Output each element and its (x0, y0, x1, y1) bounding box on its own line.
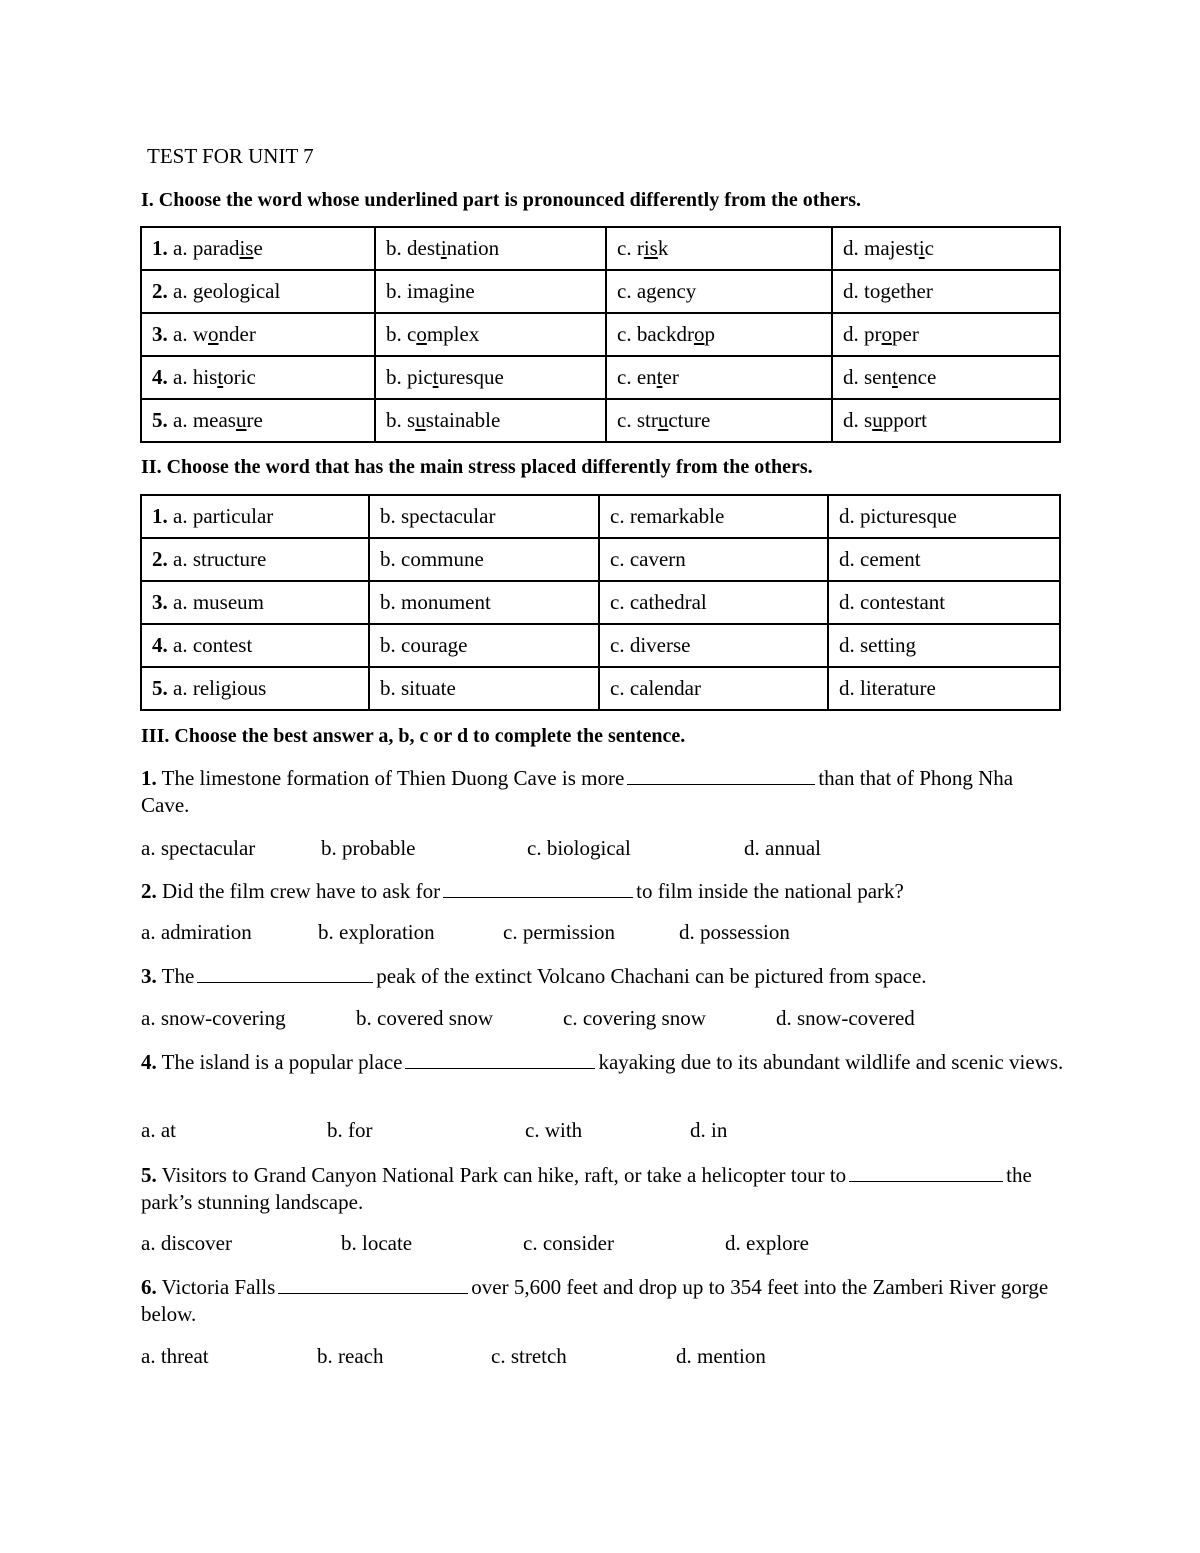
question-number: 2. (141, 879, 157, 903)
item-number: 5. (152, 408, 168, 432)
answer-blank (849, 1163, 1003, 1182)
option-text: c. en (617, 365, 657, 389)
option-text: pport (882, 408, 928, 432)
option-text: d. pr (843, 322, 882, 346)
option-text: a. particular (173, 504, 274, 528)
option-text: c. calendar (610, 676, 701, 700)
question (141, 878, 1066, 905)
question-text: Victoria Falls (156, 1275, 276, 1299)
underlined-part: g (438, 279, 449, 303)
option-text: k (657, 236, 669, 260)
underlined-part: o (693, 322, 705, 346)
option-text: uresque (438, 365, 504, 389)
underlined-part: u (235, 408, 247, 432)
underlined-part: is (239, 236, 254, 260)
option-cell (606, 227, 832, 270)
option-cell (828, 538, 1060, 581)
option-cell (141, 227, 375, 270)
answer-option: c. biological (527, 836, 631, 860)
option-cell (141, 581, 369, 624)
answer-blank (405, 1050, 595, 1069)
option-cell (828, 495, 1060, 538)
option-text: a. contest (173, 633, 253, 657)
option-text: c. remarkable (610, 504, 725, 528)
option-cell (141, 399, 375, 442)
table-row (141, 313, 1060, 356)
answer-option: a. snow-covering (141, 1006, 286, 1030)
answer-option: a. discover (141, 1231, 232, 1255)
option-text: a. structure (173, 547, 267, 571)
question (141, 1162, 1066, 1216)
option-cell (141, 538, 369, 581)
item-number: 1. (152, 236, 168, 260)
option-cell (606, 270, 832, 313)
underlined-part: t (432, 365, 439, 389)
answer-option: a. spectacular (141, 836, 256, 860)
answer-options (141, 1008, 1066, 1032)
answer-options (141, 1120, 1066, 1144)
answer-option: c. stretch (491, 1344, 567, 1368)
option-text: re (246, 408, 263, 432)
option-text: per (892, 322, 919, 346)
option-text: b. spectacular (380, 504, 496, 528)
question-text: Did the film crew have to ask for (156, 879, 441, 903)
answer-option: d. mention (676, 1344, 766, 1368)
table-row (141, 356, 1060, 399)
answer-option: b. reach (317, 1344, 384, 1368)
answer-option: b. for (327, 1118, 373, 1142)
answer-option: d. in (690, 1118, 728, 1142)
question-text: The island is a popular place (156, 1050, 403, 1074)
option-cell (832, 399, 1060, 442)
answer-options (141, 922, 1066, 946)
option-text: c. str (617, 408, 658, 432)
answer-option: a. at (141, 1118, 176, 1142)
option-cell (599, 667, 828, 710)
option-text: cture (668, 408, 711, 432)
underlined-part: t (217, 365, 224, 389)
answer-option: c. with (525, 1118, 583, 1142)
option-text: b. situate (380, 676, 456, 700)
option-text: d. s (843, 408, 873, 432)
option-cell (369, 495, 599, 538)
answer-options (141, 1233, 1066, 1257)
underlined-part: o (416, 322, 427, 346)
question-text: over 5,600 feet and drop up to 354 feet into the Zamberi River gorge below. (141, 1275, 1049, 1326)
answer-option: d. annual (744, 836, 821, 860)
question-number: 3. (141, 964, 157, 988)
option-text: c. cathedral (610, 590, 707, 614)
option-text: c. r (617, 236, 644, 260)
table-row (141, 495, 1060, 538)
option-cell (375, 356, 606, 399)
underlined-part: u (657, 408, 669, 432)
answer-option: b. exploration (318, 920, 435, 944)
option-cell (832, 227, 1060, 270)
option-text: ency (656, 279, 697, 303)
option-cell (599, 581, 828, 624)
option-text: c. backdr (617, 322, 694, 346)
option-text: b. dest (386, 236, 441, 260)
answer-option: a. admiration (141, 920, 252, 944)
question-number: 6. (141, 1275, 157, 1299)
option-text: a. religious (173, 676, 267, 700)
answer-option: a. threat (141, 1344, 209, 1368)
option-text: oric (223, 365, 256, 389)
table-row (141, 399, 1060, 442)
option-text: ine (449, 279, 475, 303)
answer-blank (278, 1275, 468, 1294)
question-text: The limestone formation of Thien Duong Cave is more (156, 766, 625, 790)
stress-table (140, 494, 1061, 711)
option-cell (369, 538, 599, 581)
answer-option: b. locate (341, 1231, 413, 1255)
underlined-part: i (918, 236, 925, 260)
option-text: p (704, 322, 715, 346)
option-text: d. cement (839, 547, 921, 571)
underlined-part: g (646, 279, 657, 303)
option-text: b. courage (380, 633, 468, 657)
option-cell (606, 313, 832, 356)
option-cell (832, 356, 1060, 399)
table-row (141, 538, 1060, 581)
option-cell (832, 270, 1060, 313)
option-text: b. commune (380, 547, 484, 571)
answer-blank (627, 766, 815, 785)
item-number: 3. (152, 322, 168, 346)
answer-option: c. consider (523, 1231, 614, 1255)
option-cell (141, 313, 375, 356)
option-text: a. (173, 279, 193, 303)
table-row (141, 270, 1060, 313)
answer-option: d. explore (725, 1231, 809, 1255)
underlined-part: u (872, 408, 883, 432)
question (141, 963, 1066, 990)
question-number: 4. (141, 1050, 157, 1074)
underlined-part: o (881, 322, 892, 346)
answer-options (141, 838, 1066, 862)
option-cell (375, 399, 606, 442)
option-cell (369, 581, 599, 624)
option-cell (375, 227, 606, 270)
underlined-part: i (440, 236, 447, 260)
option-text: nder (218, 322, 256, 346)
option-text: mplex (426, 322, 480, 346)
answer-option: c. covering snow (563, 1006, 706, 1030)
option-text: d. literature (839, 676, 936, 700)
section-3-heading: III. Choose the best answer a, b, c or d to complete the sentence. (141, 725, 686, 747)
option-text: a. w (173, 322, 208, 346)
question-text: Visitors to Grand Canyon National Park can hike, raft, or take a helicopter tour to (156, 1163, 847, 1187)
option-text: d. sen (843, 365, 892, 389)
option-text: b. c (386, 322, 417, 346)
option-text: b. pic (386, 365, 433, 389)
option-text: c. cavern (610, 547, 686, 571)
option-cell (141, 624, 369, 667)
item-number: 5. (152, 676, 168, 700)
question (141, 765, 1066, 819)
answer-blank (443, 879, 633, 898)
option-text: a. museum (173, 590, 264, 614)
question-number: 1. (141, 766, 157, 790)
option-text: d. contestant (839, 590, 946, 614)
answer-option: b. covered snow (356, 1006, 494, 1030)
underlined-part: t (892, 365, 898, 389)
option-cell (375, 313, 606, 356)
answer-option: d. snow-covered (776, 1006, 915, 1030)
question (141, 1049, 1066, 1076)
question-text: to film inside the national park? (636, 879, 904, 903)
option-cell (828, 624, 1060, 667)
underlined-part: g (192, 279, 204, 303)
option-cell (599, 624, 828, 667)
option-cell (369, 624, 599, 667)
option-cell (599, 538, 828, 581)
option-text: a. parad (173, 236, 240, 260)
option-cell (828, 667, 1060, 710)
question-text: the park’s stunning landscape. (141, 1163, 1032, 1214)
option-cell (141, 356, 375, 399)
option-text: a. meas (173, 408, 236, 432)
page-title: TEST FOR UNIT 7 (147, 144, 314, 168)
question (141, 1274, 1066, 1328)
option-text: d. to (843, 279, 881, 303)
option-cell (375, 270, 606, 313)
item-number: 4. (152, 633, 168, 657)
underlined-part: is (643, 236, 658, 260)
item-number: 2. (152, 547, 168, 571)
option-text: b. monument (380, 590, 491, 614)
option-cell (832, 313, 1060, 356)
table-row (141, 581, 1060, 624)
option-text: b. s (386, 408, 416, 432)
option-cell (141, 495, 369, 538)
underlined-part: o (208, 322, 219, 346)
table-row (141, 667, 1060, 710)
option-text: nation (446, 236, 500, 260)
option-text: b. ima (386, 279, 439, 303)
option-text: d. picturesque (839, 504, 957, 528)
option-cell (828, 581, 1060, 624)
section-1-heading: I. Choose the word whose underlined part is pronounced differently from the others. (141, 189, 862, 211)
option-cell (141, 667, 369, 710)
option-text: a. his (173, 365, 218, 389)
answer-option: b. probable (321, 836, 416, 860)
item-number: 3. (152, 590, 168, 614)
option-text: eological (203, 279, 281, 303)
option-cell (141, 270, 375, 313)
option-text: er (662, 365, 679, 389)
item-number: 2. (152, 279, 168, 303)
option-text: c. a (617, 279, 647, 303)
option-text: d. majest (843, 236, 919, 260)
section-2-heading: II. Choose the word that has the main stress placed differently from the others. (141, 456, 813, 478)
pronunciation-table (140, 226, 1061, 443)
option-text: ence (897, 365, 937, 389)
question-text: than that of Phong Nha Cave. (141, 766, 1014, 817)
question-text: peak of the extinct Volcano Chachani can be pictured from space. (376, 964, 927, 988)
answer-options (141, 1346, 1066, 1370)
table-row (141, 624, 1060, 667)
underlined-part: u (415, 408, 426, 432)
option-cell (606, 356, 832, 399)
option-text: stainable (425, 408, 501, 432)
option-cell (369, 667, 599, 710)
option-text: e (253, 236, 263, 260)
answer-option: d. possession (679, 920, 790, 944)
option-text: c. diverse (610, 633, 691, 657)
option-text: c (924, 236, 934, 260)
option-text: d. setting (839, 633, 916, 657)
underlined-part: g (880, 279, 891, 303)
option-cell (599, 495, 828, 538)
underlined-part: t (656, 365, 663, 389)
question-text: kayaking due to its abundant wildlife and scenic views. (598, 1050, 1064, 1074)
option-cell (606, 399, 832, 442)
question-text: The (156, 964, 195, 988)
item-number: 1. (152, 504, 168, 528)
table-row (141, 227, 1060, 270)
item-number: 4. (152, 365, 168, 389)
answer-blank (197, 964, 373, 983)
answer-option: c. permission (503, 920, 615, 944)
option-text: ether (890, 279, 933, 303)
question-number: 5. (141, 1163, 157, 1187)
